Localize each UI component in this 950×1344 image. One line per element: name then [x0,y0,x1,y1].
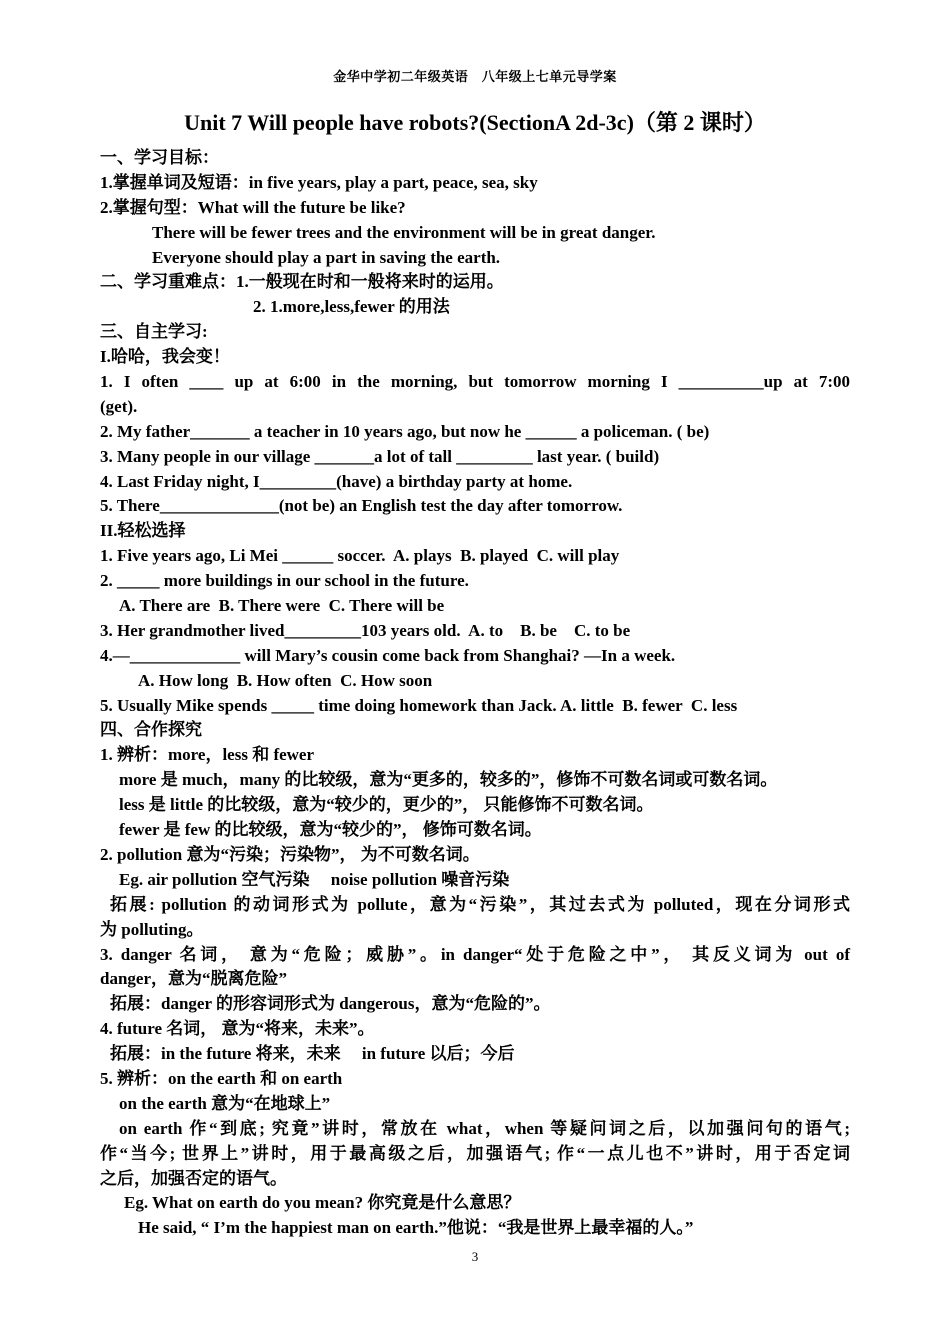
exercise-item: 5. There______________(not be) an English test the day after tomorrow. [100,496,623,516]
example-text: Eg. air pollution 空气污染 noise pollution 噪音污染 [119,869,510,889]
exercise-item: 4. Last Friday night, I_________(have) a birthday party at home. [100,471,573,491]
explanation-heading: 5. 辨析：on the earth 和 on earth [100,1068,343,1088]
explanation-text: less 是 little 的比较级，意为“较少的，更少的”， 只能修饰不可数名词。 [119,795,654,815]
explanation-text-continued: 作“当今; 世界上”讲时，用于最高级之后，加强语气; 作“一点儿也不”讲时，用于否定词 [100,1143,850,1163]
extension-text-continued: 为 polluting。 [100,919,204,939]
exercise-heading-verb-forms: I.哈哈，我会变！ [100,347,230,367]
exercise-item-continued: (get). [100,396,138,416]
goal-vocabulary: 1.掌握单词及短语：in five years, play a part, peace, sea, sky [100,172,538,192]
choice-item: 4.—_____________ will Mary’s cousin come back from Shanghai? —In a week. [100,645,676,665]
extension-text: 拓展：in the future 将来，未来 in future 以后；今后 [110,1044,515,1064]
explanation-heading: 2. pollution 意为“污染；污染物”， 为不可数名词。 [100,844,480,864]
example-text: He said, “ I’m the happiest man on earth.”他说：“我是世界上最幸福的人。” [138,1218,694,1238]
exercise-heading-choice: II.轻松选择 [100,521,186,541]
explanation-text: on the earth 意为“在地球上” [119,1093,331,1113]
explanation-heading: 1. 辨析：more，less 和 fewer [100,745,315,765]
choice-item: 2. _____ more buildings in our school in the future. [100,571,469,591]
page-title: Unit 7 Will people have robots?(SectionA 2d-3c)（第 2 课时） [184,110,766,135]
choice-item: 5. Usually Mike spends _____ time doing homework than Jack. A. little B. fewer C. less [100,695,738,715]
extension-text: 拓展：danger 的形容词形式为 dangerous，意为“危险的”。 [110,994,551,1014]
choice-options: A. How long B. How often C. How soon [138,670,433,690]
section-heading-cooperative: 四、合作探究 [100,720,202,740]
goal-sentence-patterns: 2.掌握句型：What will the future be like? [100,197,406,217]
section-heading-goals: 一、学习目标： [100,148,219,167]
example-text: Eg. What on earth do you mean? 你究竟是什么意思？ [124,1193,521,1213]
section-heading-self-study: 三、自主学习: [100,322,208,342]
explanation-text-continued: 之后，加强否定的语气。 [100,1168,287,1188]
explanation-heading: 3. danger 名词， 意为“危险；威胁”。in danger“处于危险之中”， 其反义词为 out of [100,944,850,964]
page-header: 金华中学初二年级英语 八年级上七单元导学案 [333,69,617,84]
extension-text: 拓展: pollution 的动词形式为 pollute，意为“污染”，其过去式为 polluted，现在分词形式 [110,894,850,914]
content-body [100,146,850,1241]
choice-options: A. There are B. There were C. There will be [119,596,445,616]
explanation-text: on earth 作“到底; 究竟”讲时，常放在 what，when 等疑问词之后，以加强问句的语气; [119,1118,850,1138]
exercise-item: 3. Many people in our village _______a lot of tall _________ last year. ( build) [100,446,660,466]
page-number: 3 [471,1249,479,1264]
explanation-text: fewer 是 few 的比较级，意为“较少的”， 修饰可数名词。 [119,820,542,840]
exercise-item: 2. My father_______ a teacher in 10 years ago, but now he ______ a policeman. ( be) [100,421,710,441]
explanation-text: more 是 much，many 的比较级，意为“更多的，较多的”，修饰不可数名词或可数名词。 [119,770,778,790]
pattern-sentence: There will be fewer trees and the environment will be in great danger. [152,222,656,242]
explanation-heading: 4. future 名词， 意为“将来，未来”。 [100,1019,375,1039]
exercise-item: 1. I often ____ up at 6:00 in the morning, but tomorrow morning I __________up at 7:00 [100,372,850,392]
choice-item: 3. Her grandmother lived_________103 years old. A. to B. be C. to be [100,620,631,640]
choice-item: 1. Five years ago, Li Mei ______ soccer. A. plays B. played C. will play [100,546,620,566]
key-point-item: 2. 1.more,less,fewer 的用法 [253,297,450,317]
pattern-sentence: Everyone should play a part in saving the earth. [152,247,501,267]
section-heading-key-points: 二、学习重难点：1.一般现在时和一般将来时的运用。 [100,272,504,292]
explanation-text-continued: danger，意为“脱离危险” [100,969,287,989]
